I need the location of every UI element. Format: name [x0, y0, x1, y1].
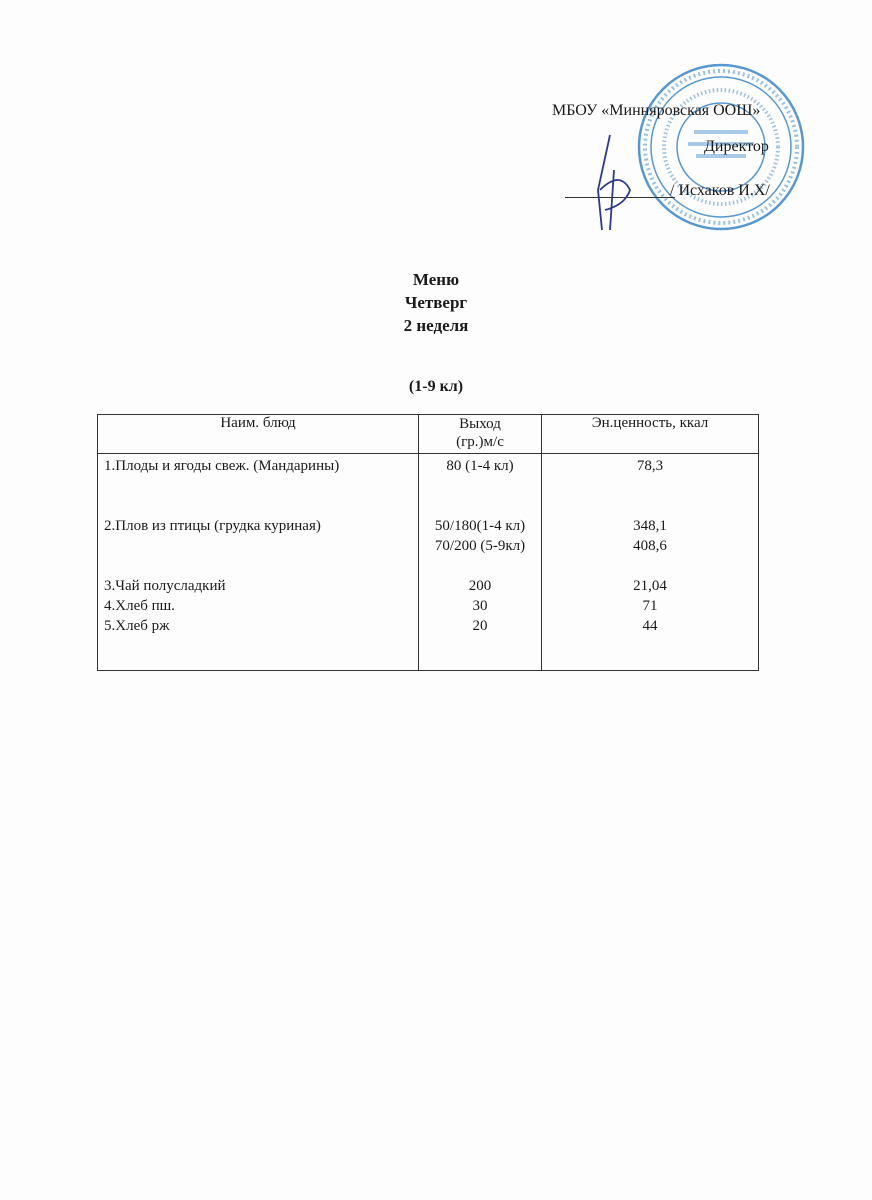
- yield-value: 200: [468, 578, 492, 594]
- director-title: Директор: [704, 138, 769, 155]
- yield-column: [419, 454, 542, 671]
- yield-value: 30: [472, 598, 488, 614]
- dish-name: 1.Плоды и ягоды свеж. (Мандарины): [104, 458, 340, 474]
- yield-value: 80 (1-4 кл): [446, 458, 514, 474]
- energy-value: 21,04: [633, 578, 667, 594]
- yield-value: 50/180(1-4 кл): [434, 518, 526, 534]
- energy-value: 71: [642, 598, 658, 614]
- energy-value: 44: [642, 618, 658, 634]
- director-name: / Исхаков И.Х/: [670, 182, 770, 199]
- energy-value: 408,6: [633, 538, 667, 554]
- energy-value: 78,3: [636, 458, 664, 474]
- menu-classes: (1-9 кл): [408, 378, 464, 395]
- organization-name: МБОУ «Минняровская ООШ»: [552, 102, 761, 119]
- menu-table: [97, 414, 759, 671]
- menu-day: Четверг: [404, 293, 468, 312]
- header-dish: Наим. блюд: [98, 415, 419, 454]
- dish-column: [98, 454, 419, 671]
- table-row: [98, 454, 759, 671]
- dish-name: 3.Чай полусладкий: [104, 578, 226, 594]
- energy-value: 348,1: [633, 518, 667, 534]
- dish-name: 2.Плов из птицы (грудка куриная): [104, 518, 321, 534]
- dish-name: 4.Хлеб пш.: [104, 598, 175, 614]
- header-yield-line2: (гр.)м/с: [456, 434, 504, 450]
- handwritten-signature: [580, 130, 640, 240]
- header-yield-line1: Выход: [459, 416, 501, 432]
- header-energy: Эн.ценность, ккал: [542, 415, 759, 454]
- header-yield: [419, 415, 542, 454]
- table-header-row: [98, 415, 759, 454]
- dish-name: 5.Хлеб рж: [104, 618, 170, 634]
- energy-column: [542, 454, 759, 671]
- yield-value: 70/200 (5-9кл): [434, 538, 526, 554]
- menu-title: Меню: [412, 270, 460, 289]
- yield-value: 20: [472, 618, 488, 634]
- menu-week: 2 неделя: [403, 316, 469, 335]
